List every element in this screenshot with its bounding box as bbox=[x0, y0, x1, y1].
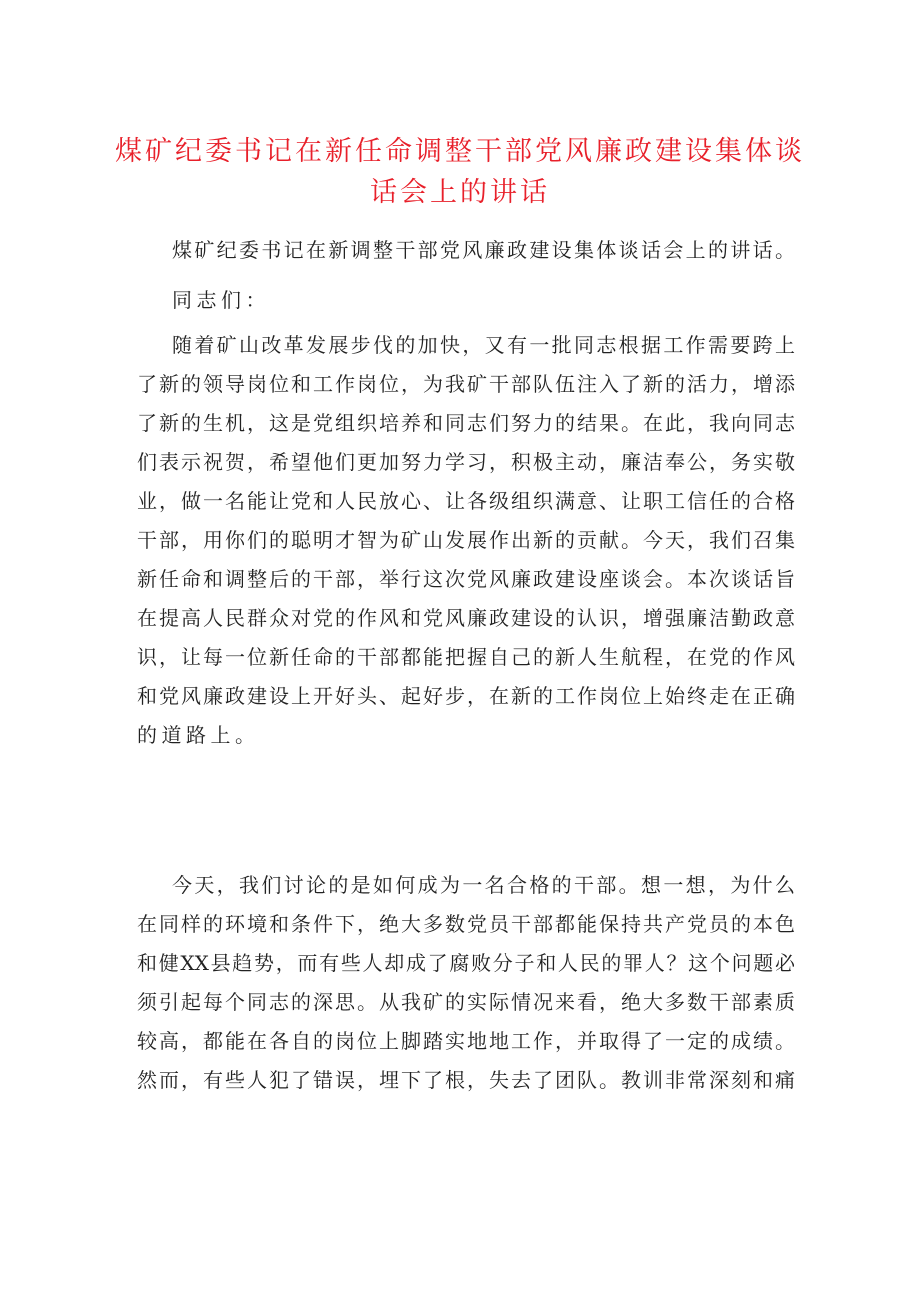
paragraph-2-line: 然而，有些人犯了错误，埋下了根，失去了团队。教训非常深刻和痛 bbox=[137, 1068, 795, 1092]
paragraph-1-line: 干部，用你们的聪明才智为矿山发展作出新的贡献。今天，我们召集 bbox=[137, 528, 795, 552]
paragraph-1-line: 们表示祝贺，希望他们更加努力学习，积极主动，廉洁奉公，务实敬 bbox=[137, 450, 795, 474]
salutation: 同志们： bbox=[172, 288, 270, 312]
paragraph-2-line: 在同样的环境和条件下，绝大多数党员干部都能保持共产党员的本色 bbox=[137, 912, 795, 936]
paragraph-1-line: 随着矿山改革发展步伐的加快，又有一批同志根据工作需要跨上 bbox=[172, 333, 795, 357]
document-title-line-1: 煤矿纪委书记在新任命调整干部党风廉政建设集体谈 bbox=[115, 136, 805, 167]
paragraph-1-line: 了新的领导岗位和工作岗位，为我矿干部队伍注入了新的活力，增添 bbox=[137, 372, 795, 396]
paragraph-1-line: 了新的生机，这是党组织培养和同志们努力的结果。在此，我向同志 bbox=[137, 411, 795, 435]
paragraph-2-line: 须引起每个同志的深思。从我矿的实际情况来看，绝大多数干部素质 bbox=[137, 990, 795, 1014]
paragraph-1-line: 识，让每一位新任命的干部都能把握自己的新人生航程，在党的作风 bbox=[137, 645, 795, 669]
paragraph-2-line: 和健XX县趋势，而有些人却成了腐败分子和人民的罪人？这个问题必 bbox=[137, 951, 795, 975]
paragraph-1-line: 和党风廉政建设上开好头、起好步，在新的工作岗位上始终走在正确 bbox=[137, 684, 795, 708]
paragraph-2-line: 今天，我们讨论的是如何成为一名合格的干部。想一想，为什么 bbox=[172, 873, 795, 897]
paragraph-2-line: 较高，都能在各自的岗位上脚踏实地地工作，并取得了一定的成绩。 bbox=[137, 1029, 795, 1053]
paragraph-1-line: 业，做一名能让党和人民放心、让各级组织满意、让职工信任的合格 bbox=[137, 489, 795, 513]
document-title-line-2: 话会上的讲话 bbox=[370, 177, 550, 208]
paragraph-1-line: 新任命和调整后的干部，举行这次党风廉政建设座谈会。本次谈话旨 bbox=[137, 567, 795, 591]
paragraph-1-line: 在提高人民群众对党的作风和党风廉政建设的认识，增强廉洁勤政意 bbox=[137, 606, 795, 630]
paragraph-1-line: 的道路上。 bbox=[137, 723, 260, 747]
intro-line: 煤矿纪委书记在新调整干部党风廉政建设集体谈话会上的讲话。 bbox=[172, 238, 795, 262]
